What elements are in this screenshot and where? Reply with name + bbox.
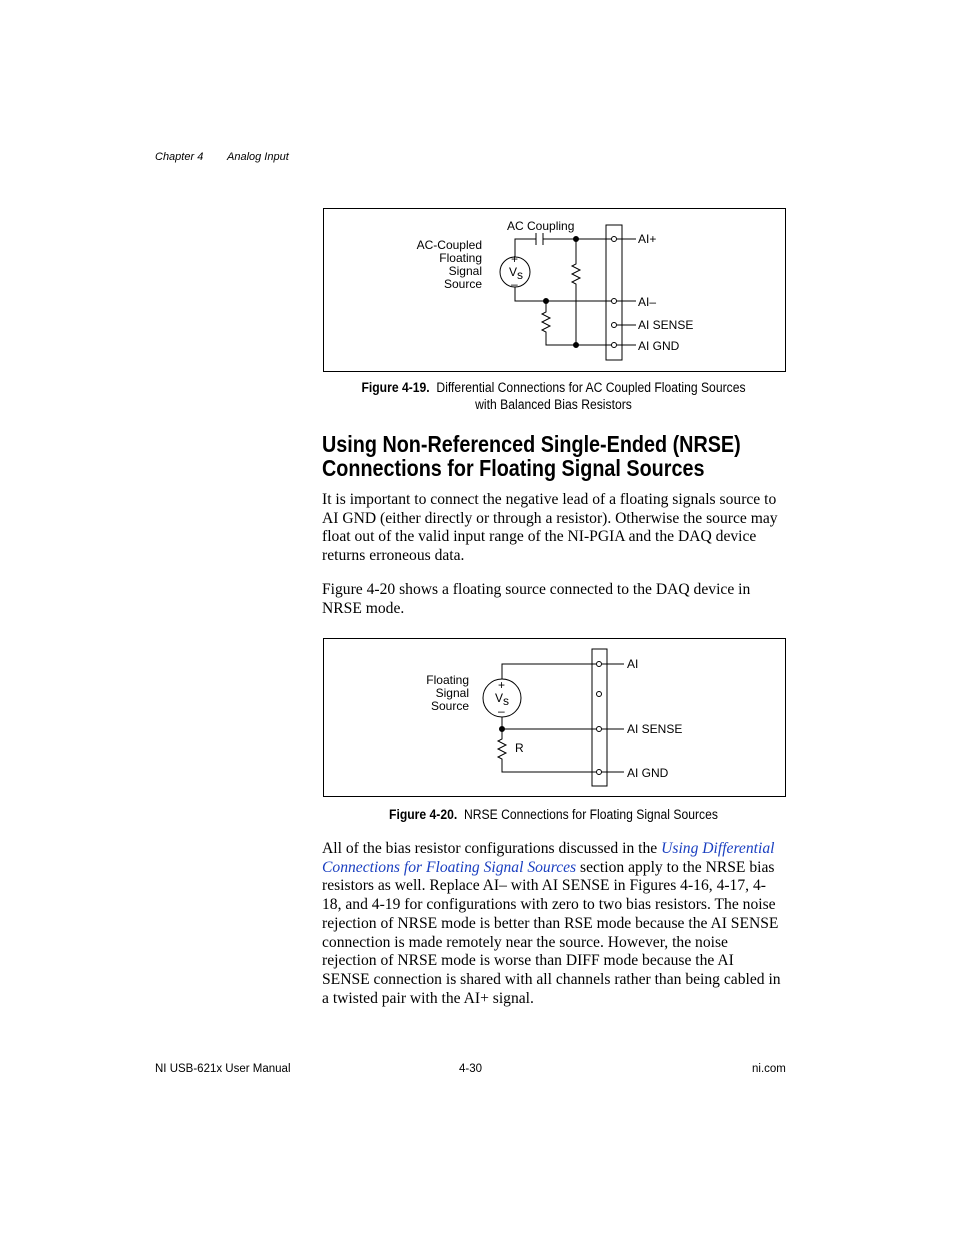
footer-website: ni.com bbox=[752, 1063, 786, 1075]
svg-text:s: s bbox=[517, 268, 523, 282]
svg-text:Source: Source bbox=[430, 699, 469, 713]
svg-text:V: V bbox=[509, 265, 518, 279]
svg-text:Floating: Floating bbox=[439, 251, 482, 265]
figure-4-20-diagram bbox=[323, 638, 786, 797]
paragraph-3: All of the bias resistor configurations discussed in the Using Differential Connections for Floating Signal Sources section apply to the NRSE bias resistors as well. Replace AI– with AI SENSE in Figures 4-16, 4-17, 4-18, and 4-19 for configurations with zero to two bias resistors. The noise rejection of NRSE mode is better than RSE mode because the AI SENSE connection is made remotely near the source. However, the noise rejection of NRSE mode is worse than DIFF mode because the AI SENSE connection is shared with all channels rather than being cabled in a twisted pair with the AI+ signal. bbox=[322, 840, 781, 1007]
svg-text:+: + bbox=[511, 252, 519, 266]
terminal-block bbox=[592, 649, 607, 786]
pin-label-ai-sense: AI SENSE bbox=[627, 722, 683, 736]
figure-title: NRSE Connections for Floating Signal Sources bbox=[464, 807, 718, 822]
chapter-title: Analog Input bbox=[227, 151, 289, 163]
paragraph-1: It is important to connect the negative lead of a floating signals source to AI GND (either directly or through a resistor). Otherwise the source may float out of the valid input range of the NI-PGIA and the DAQ device returns erroneous data. bbox=[322, 491, 778, 565]
svg-text:Signal: Signal bbox=[435, 686, 469, 700]
figure-label: Figure 4-19. bbox=[361, 380, 430, 395]
source-label bbox=[417, 238, 483, 291]
source-label bbox=[426, 673, 469, 713]
pin-label-ai-gnd: AI GND bbox=[638, 339, 680, 353]
figure-title-line2: with Balanced Bias Resistors bbox=[475, 397, 632, 412]
terminal-pins bbox=[612, 237, 617, 348]
svg-text:Source: Source bbox=[443, 277, 482, 291]
pin-label-ai: AI bbox=[627, 657, 639, 671]
pin-label-ai-plus: AI+ bbox=[638, 232, 657, 246]
terminal-pins bbox=[597, 662, 602, 775]
chapter-label: Chapter 4 bbox=[155, 151, 204, 163]
ac-coupling-label: AC Coupling bbox=[507, 219, 575, 233]
pin-label-ai-minus: AI– bbox=[638, 295, 657, 309]
capacitor-icon bbox=[536, 233, 543, 245]
svg-text:s: s bbox=[503, 694, 509, 708]
pin-label-ai-gnd: AI GND bbox=[627, 766, 669, 780]
figure-4-20-caption bbox=[345, 806, 762, 823]
svg-text:+: + bbox=[498, 678, 506, 692]
figure-title-line1: Differential Connections for AC Coupled Floating Sources bbox=[436, 380, 746, 395]
resistor-icon bbox=[498, 729, 596, 772]
svg-text:V: V bbox=[495, 691, 504, 705]
svg-text:–: – bbox=[498, 704, 505, 718]
page-number: 4-30 bbox=[459, 1063, 483, 1075]
section-heading: Using Non-Referenced Single-Ended (NRSE) Connections for Floating Signal Sources bbox=[322, 431, 741, 481]
section-link[interactable]: Using Differential Connections for Floating Signal Sources bbox=[322, 840, 775, 876]
svg-text:AC-Coupled: AC-Coupled bbox=[416, 238, 482, 252]
footer-manual-title: NI USB-621x User Manual bbox=[155, 1063, 291, 1075]
paragraph-2: Figure 4-20 shows a floating source connected to the DAQ device in NRSE mode. bbox=[322, 581, 751, 617]
terminal-block bbox=[606, 225, 622, 360]
resistor-label: R bbox=[515, 741, 524, 755]
resistor-icon bbox=[572, 239, 580, 345]
pin-label-ai-sense: AI SENSE bbox=[638, 318, 694, 332]
figure-4-19-caption bbox=[345, 379, 762, 413]
svg-text:–: – bbox=[511, 277, 518, 291]
figure-label: Figure 4-20. bbox=[389, 807, 458, 822]
svg-text:Floating: Floating bbox=[426, 673, 469, 687]
resistor-icon bbox=[542, 301, 612, 345]
svg-text:Signal: Signal bbox=[448, 264, 482, 278]
figure-4-19-diagram bbox=[323, 208, 786, 372]
